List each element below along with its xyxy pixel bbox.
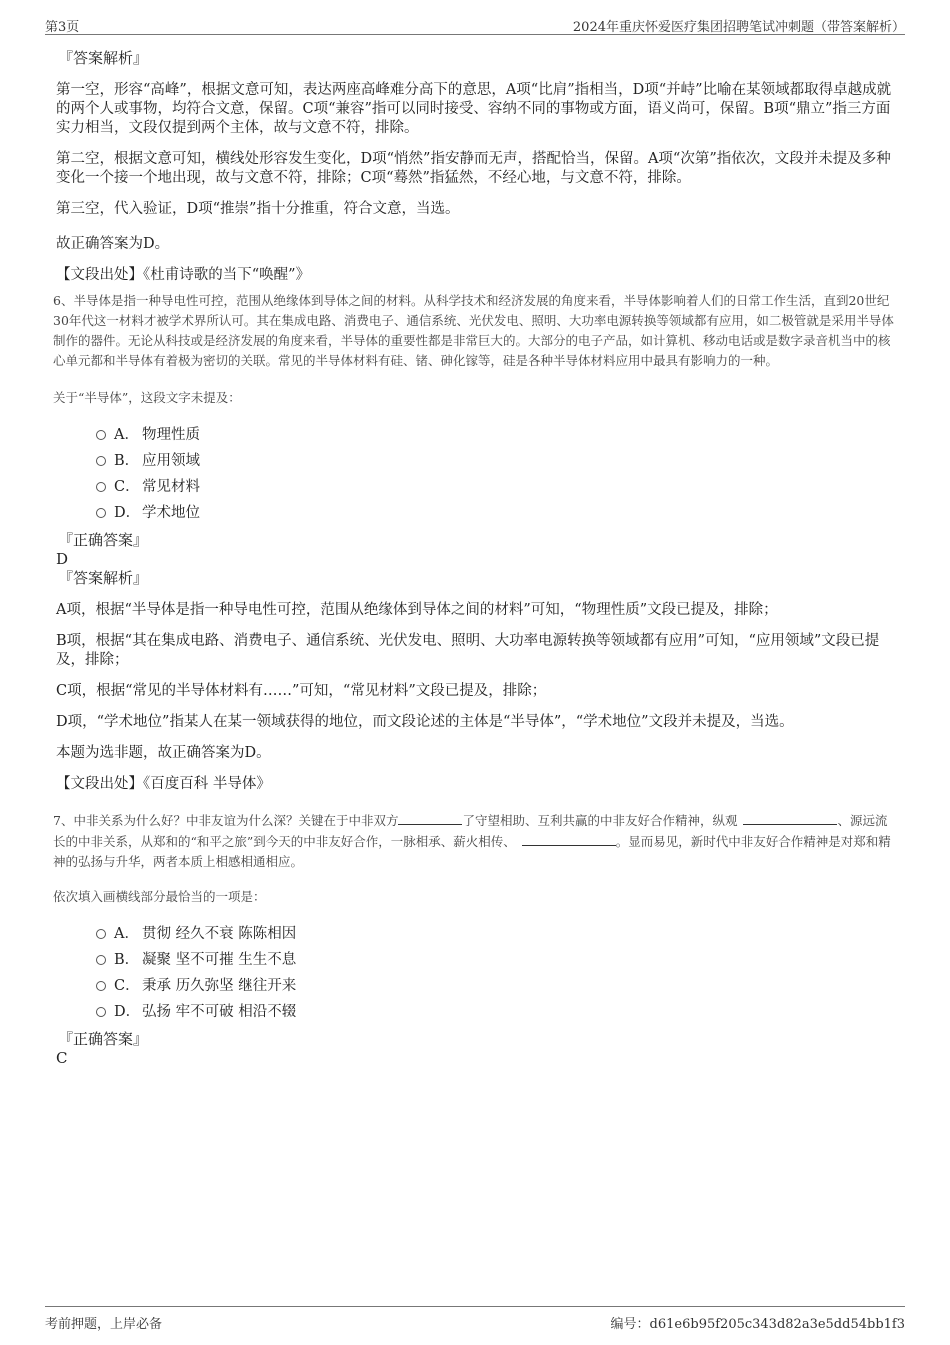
radio-icon[interactable] [96, 456, 106, 466]
q7-option-a[interactable]: A． 贯彻 经久不衰 陈陈相因 [96, 919, 896, 945]
q6-prompt: 关于“半导体”，这段文字未提及： [53, 390, 241, 405]
q7-options [96, 919, 896, 1023]
radio-icon[interactable] [96, 981, 106, 991]
q6-analysis-c: C项，根据“常见的半导体材料有……”可知，“常见材料”文段已提及，排除； [56, 683, 547, 699]
q6-option-b[interactable]: B． 应用领域 [96, 446, 896, 472]
radio-icon[interactable] [96, 508, 106, 518]
option-text: 贯彻 经久不衰 陈陈相因 [142, 925, 297, 942]
option-text: 学术地位 [142, 504, 200, 521]
option-text: 秉承 历久弥坚 继往开来 [142, 977, 297, 994]
blank-2 [743, 810, 837, 825]
option-text: 凝聚 坚不可摧 生生不息 [142, 951, 297, 968]
q7-answer-label: 『正确答案』 [58, 1030, 149, 1048]
document-id: 编号：d61e6b95f205c343d82a3e5dd54bb1f3 [610, 1317, 905, 1332]
q7-option-b[interactable]: B． 凝聚 坚不可摧 生生不息 [96, 945, 896, 971]
q5-source: 【文段出处】《杜甫诗歌的当下“唤醒”》 [56, 267, 311, 283]
q6-conclusion: 本题为选非题，故正确答案为D。 [56, 745, 271, 761]
q6-analysis-d: D项，“学术地位”指某人在某一领域获得的地位，而文段论述的主体是“半导体”，“学术地位”文段并未提及，当选。 [56, 714, 794, 730]
radio-icon[interactable] [96, 482, 106, 492]
q5-analysis-p3: 第三空，代入验证，D项“推崇”指十分推重，符合文意，当选。 [56, 201, 460, 217]
blank-1 [398, 810, 462, 825]
blank-3 [522, 831, 616, 846]
q6-analysis-a: A项，根据“半导体是指一种导电性可控，范围从绝缘体到导体之间的材料”可知，“物理性质”文段已提及，排除； [56, 602, 778, 618]
footer-slogan: 考前押题，上岸必备 [45, 1317, 163, 1332]
q6-option-c[interactable]: C． 常见材料 [96, 472, 896, 498]
option-text: 应用领域 [142, 452, 200, 469]
q5-analysis-label: 『答案解析』 [58, 49, 149, 67]
radio-icon[interactable] [96, 430, 106, 440]
option-text: 物理性质 [142, 426, 200, 443]
q6-option-d[interactable]: D． 学术地位 [96, 498, 896, 524]
q7-option-d[interactable]: D． 弘扬 牢不可破 相沿不辍 [96, 997, 896, 1023]
radio-icon[interactable] [96, 955, 106, 965]
document-title: 2024年重庆怀爱医疗集团招聘笔试冲刺题（带答案解析） [572, 20, 905, 35]
q6-answer-label: 『正确答案』 [58, 531, 149, 549]
q6-options [96, 420, 896, 524]
q6-source: 【文段出处】《百度百科 半导体》 [56, 776, 271, 792]
q6-analysis-label: 『答案解析』 [58, 569, 149, 587]
q6-option-a[interactable]: A． 物理性质 [96, 420, 896, 446]
q6-answer: D [56, 550, 69, 568]
q5-conclusion: 故正确答案为D。 [56, 236, 170, 252]
q7-answer: C [56, 1049, 68, 1067]
option-text: 常见材料 [142, 478, 200, 495]
radio-icon[interactable] [96, 1007, 106, 1017]
radio-icon[interactable] [96, 929, 106, 939]
q7-option-c[interactable]: C． 秉承 历久弥坚 继往开来 [96, 971, 896, 997]
q6-question-text: 6、半导体是指一种导电性可控，范围从绝缘体到导体之间的材料。从科学技术和经济发展的角度来看，半导体影响着人们的日常工作生活，直到20世纪30年代这一材料才被学术界所认可。其在集成电路、消费电子、通信系统、光伏发电、照明、大功率电源转换等领域都有应用，如二极管就是采用半导体制作的器件。无论从科技或是经济发展的角度来看，半导体的重要性都是非常巨大的。大部分的电子产品，如计算机、移动电话或是数字录音机当中的核心单元都和半导体有着极为密切的关联。常见的半导体材料有硅、锗、砷化镓等，硅是各种半导体材料应用中最具有影响力的一种。 [53, 293, 894, 368]
page-footer [45, 1306, 905, 1331]
page-number: 第3页 [45, 20, 80, 35]
q6-analysis-b: B项，根据“其在集成电路、消费电子、通信系统、光伏发电、照明、大功率电源转换等领域都有应用”可知，“应用领域”文段已提及，排除； [56, 633, 880, 668]
page-header [45, 14, 905, 35]
q5-analysis-p1: 第一空，形容“高峰”，根据文意可知，表达两座高峰难分高下的意思，A项“比肩”指相当，D项“并峙”比喻在某领域都取得卓越成就的两个人或事物，均符合文意，保留。C项“兼容”指可以同时接受、容纳不同的事物或方面，语义尚可，保留。B项“鼎立”指三方面实力相当，文段仅提到两个主体，故与文意不符，排除。 [56, 82, 892, 136]
q7-prompt: 依次填入画横线部分最恰当的一项是： [53, 889, 266, 904]
q7-question-text: 7、中非关系为什么好？中非友谊为什么深？关键在于中非双方 了守望相助、互利共赢的中非友好合作精神，纵观 、源远流长的中非关系，从郑和的“和平之旅”到今天的中非友好合作，一脉相承、薪火相传、 。显而易见，新时代中非友好合作精神是对郑和精神的弘扬与升华，两者本质上相感相通相应。 [53, 810, 896, 872]
option-text: 弘扬 牢不可破 相沿不辍 [142, 1003, 297, 1020]
page-content [53, 48, 896, 1067]
q5-analysis-p2: 第二空，根据文意可知，横线处形容发生变化，D项“悄然”指安静而无声，搭配恰当，保留。A项“次第”指依次，文段并未提及多种变化一个接一个地出现，故与文意不符，排除；C项“蓦然”指猛然，不经心地，与文意不符，排除。 [56, 151, 891, 186]
